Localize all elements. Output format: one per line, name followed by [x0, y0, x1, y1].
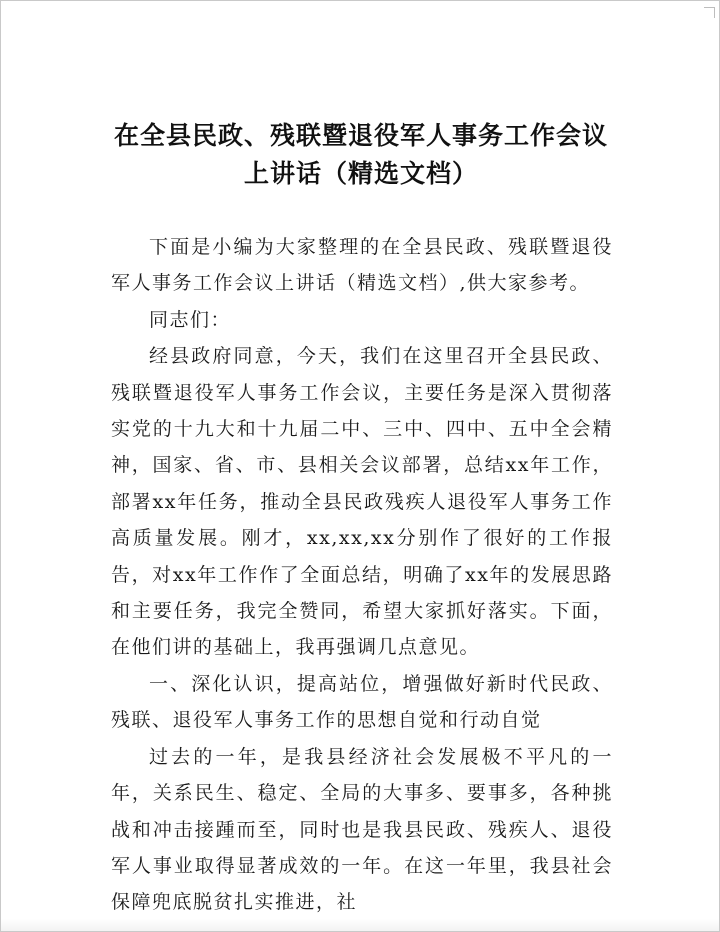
section-heading-1: 一、深化认识，提高站位，增强做好新时代民政、残联、退役军人事务工作的思想自觉和行动自觉 — [111, 672, 613, 732]
paragraph-review: 过去的一年，是我县经济社会发展极不平凡的一年，关系民生、稳定、全局的大事多、要事多，各种挑战和冲击接踵而至，同时也是我县民政、残疾人、退役军人事业取得显著成效的一年。在这一年里，我县社会保障兜底脱贫扎实推进，社 — [111, 745, 613, 914]
document-body — [111, 229, 613, 921]
page-corner-mark — [704, 7, 715, 18]
document-title — [111, 117, 611, 193]
title-line-1: 在全县民政、残联暨退役军人事务工作会议 — [113, 121, 608, 150]
paragraph-salutation: 同志们： — [149, 308, 232, 331]
title-line-2: 上讲话（精选文档） — [243, 159, 478, 188]
paragraph-intro: 下面是小编为大家整理的在全县民政、残联暨退役军人事务工作会议上讲话（精选文档）,供大家参考。 — [111, 236, 613, 295]
page-bottom-edge — [1, 919, 719, 931]
paragraph-opening: 经县政府同意，今天，我们在这里召开全县民政、残联暨退役军人事务工作会议，主要任务是深入贯彻落实党的十九大和十九届二中、三中、四中、五中全会精神，国家、省、市、县相关会议部署，总结xx年工作，部署xx年任务，推动全县民政残疾人退役军人事务工作高质量发展。刚才，xx,xx,xx分别作了很好的工作报告，对xx年工作作了全面总结，明确了xx年的发展思路和主要任务，我完全赞同，希望大家抓好落实。下面，在他们讲的基础上，我再强调几点意见。 — [111, 345, 613, 659]
